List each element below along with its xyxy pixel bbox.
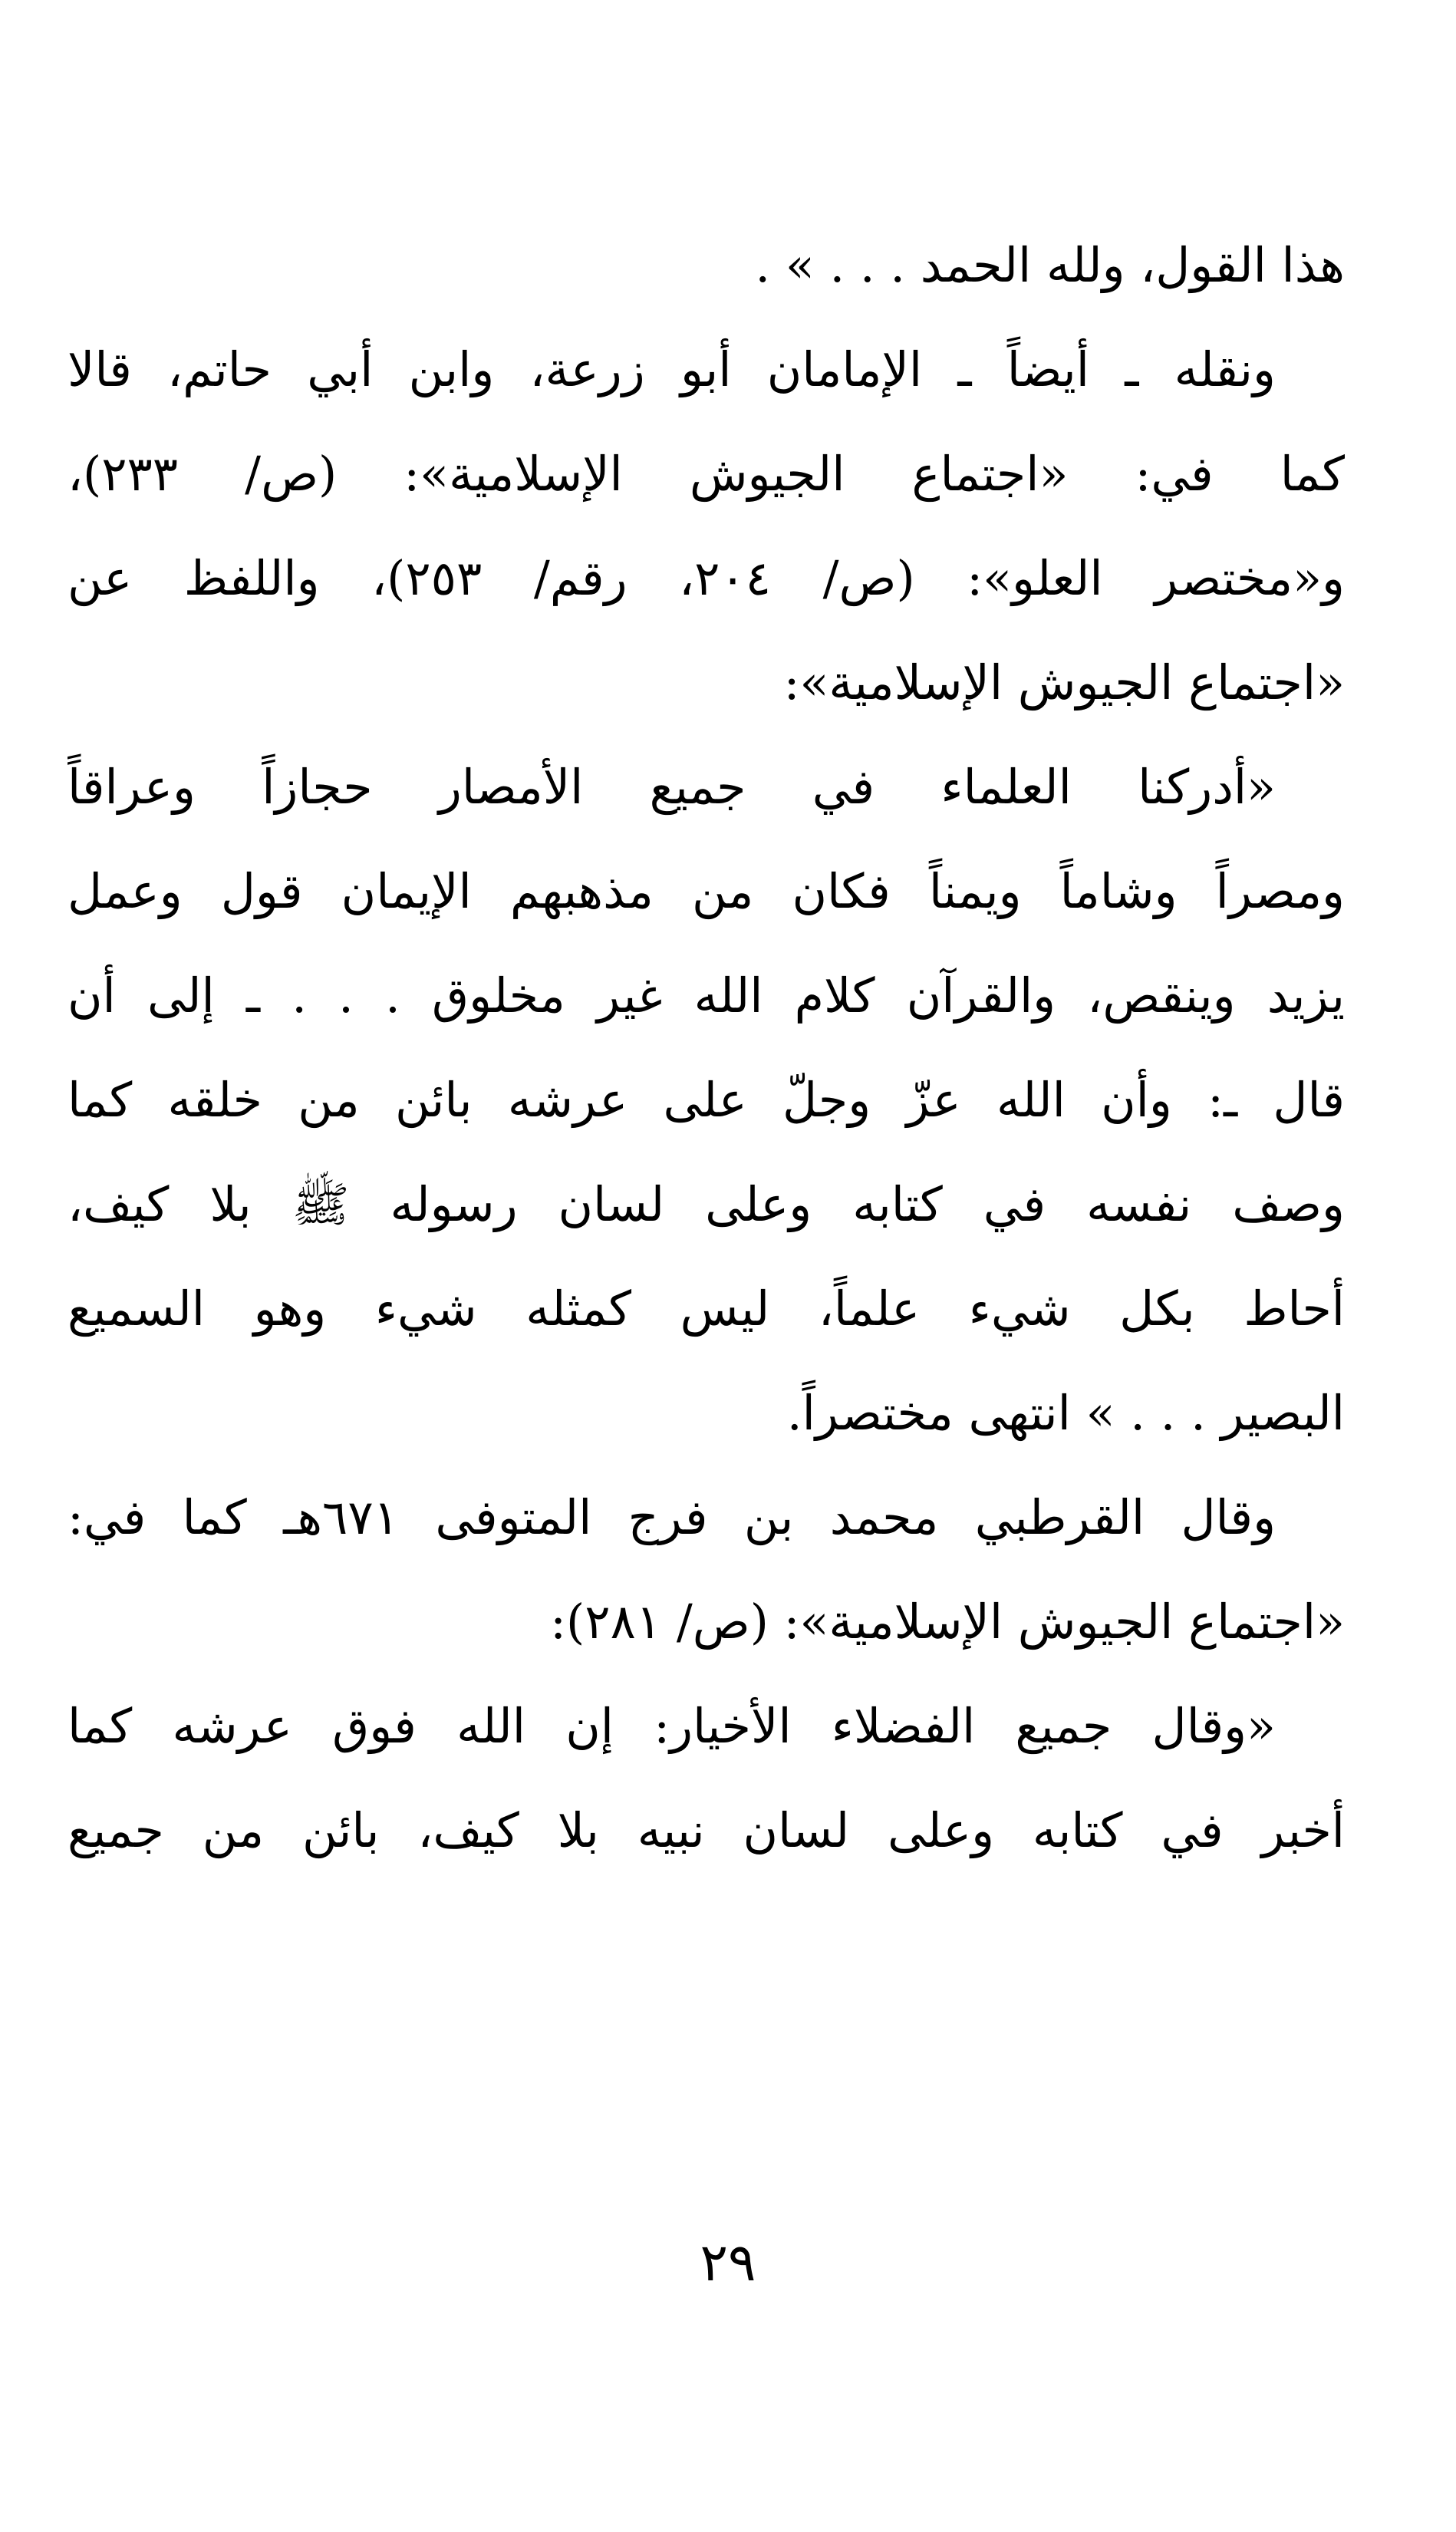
text-line: كما في: «اجتماع الجيوش الإسلامية»: (ص/ ٢٣٣)،	[68, 446, 1345, 502]
text-line: «اجتماع الجيوش الإسلامية»: (ص/ ٢٨١):	[550, 1594, 1345, 1650]
text-line: وقال القرطبي محمد بن فرج المتوفى ٦٧١هـ كما في:	[68, 1489, 1276, 1545]
text-line: ومصراً وشاماً ويمناً فكان من مذهبهم الإيمان قول وعمل	[68, 863, 1345, 919]
text-line: «اجتماع الجيوش الإسلامية»:	[783, 654, 1345, 710]
text-line: وصف نفسه في كتابه وعلى لسان رسوله ﷺ بلا كيف،	[68, 1176, 1345, 1232]
text-line: أحاط بكل شيء علماً، ليس كمثله شيء وهو السميع	[68, 1281, 1345, 1337]
body-text	[68, 213, 1345, 1883]
text-line: أخبر في كتابه وعلى لسان نبيه بلا كيف، بائن من جميع	[68, 1802, 1345, 1858]
text-line: «وقال جميع الفضلاء الأخيار: إن الله فوق عرشه كما	[68, 1698, 1276, 1754]
text-line: هذا القول، ولله الحمد . . . » .	[755, 237, 1345, 293]
text-line: قال ـ: وأن الله عزّ وجلّ على عرشه بائن من خلقه كما	[68, 1072, 1345, 1128]
text-line: و«مختصر العلو»: (ص/ ٢٠٤، رقم/ ٢٥٣)، واللفظ عن	[68, 550, 1345, 606]
page-number: ٢٩	[700, 2233, 756, 2293]
text-line: «أدركنا العلماء في جميع الأمصار حجازاً وعراقاً	[68, 759, 1276, 815]
text-line: يزيد وينقص، والقرآن كلام الله غير مخلوق . . . ـ إلى أن	[68, 968, 1345, 1024]
text-line: البصير . . . » انتهى مختصراً.	[786, 1385, 1345, 1441]
text-line: ونقله ـ أيضاً ـ الإمامان أبو زرعة، وابن أبي حاتم، قالا	[68, 341, 1276, 397]
